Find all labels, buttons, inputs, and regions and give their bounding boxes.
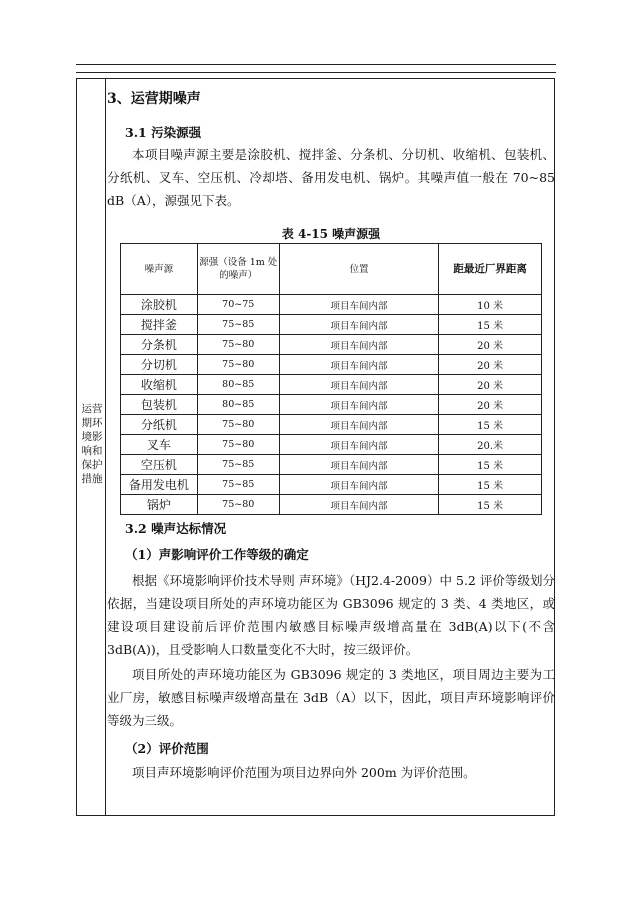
table-row <box>121 315 542 335</box>
table-row <box>121 355 542 375</box>
noise-source-table <box>120 243 542 515</box>
table-row <box>121 475 542 495</box>
table-row <box>121 435 542 455</box>
cell-noise-source: 分切机 <box>121 355 198 375</box>
paragraph-grade-conclusion: 项目所处的声环境功能区为 GB3096 规定的 3 类地区，项目周边主要为工业厂房，敏感目标噪声级增高量在 3dB（A）以下，因此，项目声环境影响评价等级为三级。 <box>107 667 555 728</box>
top-rule-thin <box>76 72 556 73</box>
content-area <box>107 79 555 815</box>
cell-location: 项目车间内部 <box>279 455 439 475</box>
cell-noise-source: 备用发电机 <box>121 475 198 495</box>
cell-noise-source: 搅拌釜 <box>121 315 198 335</box>
left-label: 运营期环境影响和保护措施 <box>81 403 103 485</box>
table-row <box>121 375 542 395</box>
cell-source-level: 75~80 <box>197 495 279 515</box>
paragraph-noise-sources: 本项目噪声源主要是涂胶机、搅拌釜、分条机、分切机、收缩机、包装机、分纸机、叉车、空压机、冷却塔、备用发电机、锅炉。其噪声值一般在 70~85 dB（A），源强见下表。 <box>107 147 555 208</box>
header-distance: 距最近厂界距离 <box>439 244 542 295</box>
cell-source-level: 80~85 <box>197 395 279 415</box>
cell-noise-source: 叉车 <box>121 435 198 455</box>
cell-noise-source: 包装机 <box>121 395 198 415</box>
cell-noise-source: 分条机 <box>121 335 198 355</box>
table-row <box>121 415 542 435</box>
cell-noise-source: 涂胶机 <box>121 295 198 315</box>
table-header-row <box>121 244 542 295</box>
cell-distance: 10 米 <box>439 295 542 315</box>
cell-location: 项目车间内部 <box>279 355 439 375</box>
cell-distance: 15 米 <box>439 495 542 515</box>
content-frame <box>76 78 555 816</box>
cell-distance: 20 米 <box>439 395 542 415</box>
cell-noise-source: 锅炉 <box>121 495 198 515</box>
cell-location: 项目车间内部 <box>279 395 439 415</box>
cell-distance: 15 米 <box>439 475 542 495</box>
cell-source-level: 75~85 <box>197 475 279 495</box>
cell-location: 项目车间内部 <box>279 375 439 395</box>
table-row <box>121 395 542 415</box>
subsection-title-grade: （1）声影响评价工作等级的确定 <box>125 547 309 562</box>
cell-location: 项目车间内部 <box>279 315 439 335</box>
cell-location: 项目车间内部 <box>279 295 439 315</box>
left-column <box>77 79 106 815</box>
subsection-title-3-2: 3.2 噪声达标情况 <box>125 521 227 536</box>
paragraph-grade-basis: 根据《环境影响评价技术导则 声环境》（HJ2.4-2009）中 5.2 评价等级划分依据，当建设项目所处的声环境功能区为 GB3096 规定的 3 类、4 类地区，或建设项目建设前后评价范围内敏感目标噪声级增高量在 3dB(A)以下(不含 3dB(A))，且受影响人口数量变化不大时，按三级评价。 <box>107 573 555 657</box>
cell-noise-source: 收缩机 <box>121 375 198 395</box>
cell-distance: 20 米 <box>439 375 542 395</box>
top-rule <box>76 64 556 65</box>
cell-noise-source: 分纸机 <box>121 415 198 435</box>
cell-location: 项目车间内部 <box>279 335 439 355</box>
header-noise-source: 噪声源 <box>121 244 198 295</box>
cell-distance: 20.米 <box>439 435 542 455</box>
cell-source-level: 75~80 <box>197 435 279 455</box>
table-row <box>121 455 542 475</box>
table-row <box>121 495 542 515</box>
cell-location: 项目车间内部 <box>279 475 439 495</box>
section-title: 3、运营期噪声 <box>107 91 201 107</box>
subsection-title-3-1: 3.1 污染源强 <box>125 125 202 140</box>
cell-distance: 20 米 <box>439 335 542 355</box>
cell-source-level: 75~80 <box>197 335 279 355</box>
cell-location: 项目车间内部 <box>279 495 439 515</box>
table-row <box>121 335 542 355</box>
header-location: 位置 <box>279 244 439 295</box>
cell-distance: 15 米 <box>439 315 542 335</box>
cell-source-level: 75~85 <box>197 315 279 335</box>
cell-location: 项目车间内部 <box>279 435 439 455</box>
cell-distance: 15 米 <box>439 455 542 475</box>
table-caption: 表 4-15 噪声源强 <box>281 227 381 241</box>
cell-source-level: 70~75 <box>197 295 279 315</box>
header-source-level: 源强（设备 1m 处的噪声） <box>197 244 279 295</box>
cell-source-level: 80~85 <box>197 375 279 395</box>
paragraph-scope: 项目声环境影响评价范围为项目边界向外 200m 为评价范围。 <box>132 765 476 780</box>
cell-source-level: 75~85 <box>197 455 279 475</box>
cell-distance: 15 米 <box>439 415 542 435</box>
cell-noise-source: 空压机 <box>121 455 198 475</box>
cell-source-level: 75~80 <box>197 355 279 375</box>
subsection-title-scope: （2）评价范围 <box>125 741 209 756</box>
cell-location: 项目车间内部 <box>279 415 439 435</box>
table-row <box>121 295 542 315</box>
cell-source-level: 75~80 <box>197 415 279 435</box>
cell-distance: 20 米 <box>439 355 542 375</box>
